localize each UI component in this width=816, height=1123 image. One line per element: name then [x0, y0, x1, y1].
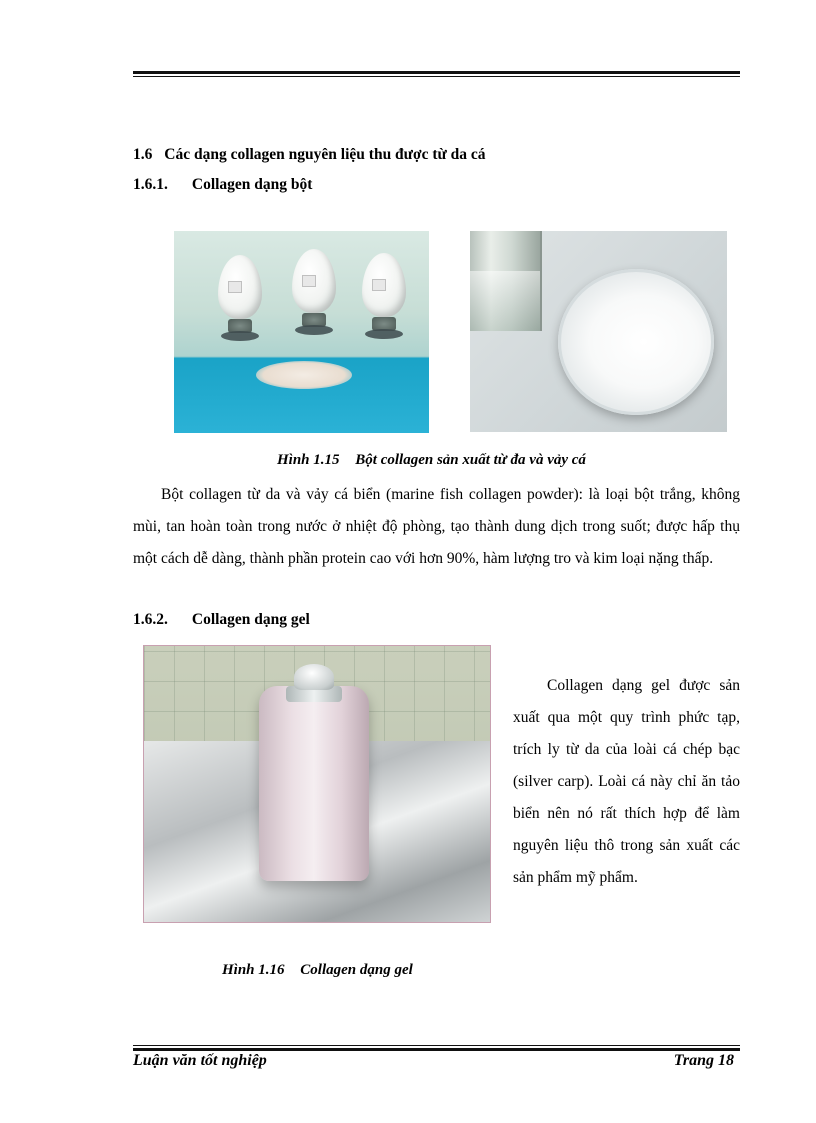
section-number: 1.6.2.	[133, 611, 168, 628]
section-title: Collagen dạng bột	[191, 176, 313, 193]
figure-number: Hình 1.16	[222, 962, 285, 978]
footer-rule	[133, 1045, 740, 1051]
section-title: Các dạng collagen nguyên liệu thu được từ da cá	[164, 146, 486, 163]
section-heading-1-6	[133, 146, 486, 164]
section-number: 1.6.1.	[133, 176, 168, 193]
section-title: Collagen dạng gel	[191, 611, 310, 628]
figure-number: Hình 1.15	[277, 452, 340, 468]
figure-caption	[222, 962, 413, 979]
header-rule	[133, 71, 740, 77]
collagen-gel-jar-photo	[143, 645, 491, 923]
section-heading-1-6-2	[133, 611, 310, 629]
figure-caption-text: Collagen dạng gel	[300, 962, 413, 978]
section-number: 1.6	[133, 146, 153, 163]
powder-pile	[256, 361, 352, 389]
jar-lid	[294, 664, 334, 690]
collagen-powder-flasks-photo	[174, 231, 429, 433]
collagen-powder-petri-photo	[470, 231, 727, 432]
paragraph-gel: Collagen dạng gel được sản xuất qua một quy trình phức tạp, trích ly từ da của loài cá chép bạc (silver carp). Loài cá này chỉ ăn tảo biển nên nó rất thích hợp để làm nguyên liệu thô trong sản xuất các sản phẩm mỹ phẩm.	[513, 677, 740, 886]
page-number: Trang 18	[673, 1052, 734, 1069]
paragraph-powder: Bột collagen từ da và vảy cá biển (marine fish collagen powder): là loại bột trắng, không mùi, tan hoàn toàn trong nước ở nhiệt độ phòng, tạo thành dung dịch trong suốt; được hấp thụ một cách dễ dàng, thành phần protein cao với hơn 90%, hàm lượng tro và kim loại nặng thấp.	[133, 486, 740, 567]
glass-jar	[259, 686, 369, 881]
section-heading-1-6-1	[133, 176, 312, 194]
footer-title: Luận văn tốt nghiệp	[133, 1052, 267, 1069]
figure-caption-text: Bột collagen sản xuất từ đa và vảy cá	[355, 452, 586, 468]
petri-dish	[558, 269, 714, 415]
figure-caption	[277, 452, 586, 469]
